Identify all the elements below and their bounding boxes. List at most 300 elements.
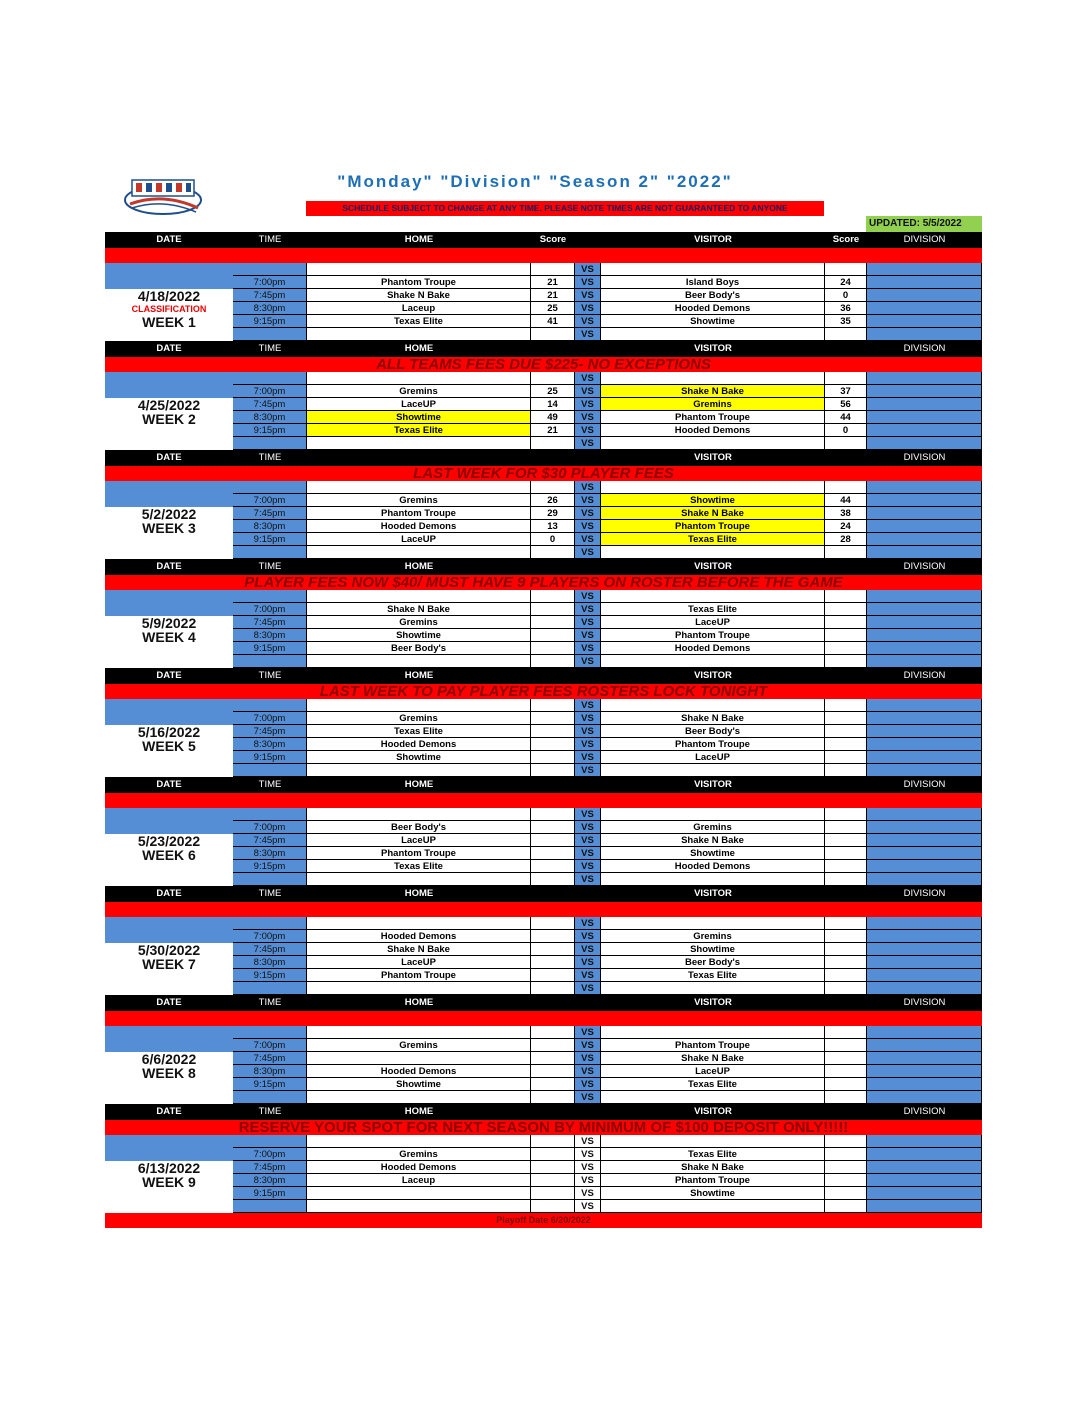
home-score (531, 1091, 575, 1104)
home-team (307, 1200, 531, 1213)
header-score (825, 559, 867, 575)
date-cell (105, 590, 233, 668)
notice-banner (105, 1011, 982, 1026)
vs-label: VS (575, 982, 601, 995)
game-row (233, 969, 982, 982)
visitor-team (601, 1026, 825, 1039)
home-team: Phantom Troupe (307, 847, 531, 860)
game-time: 9:15pm (233, 424, 307, 437)
date-cell-top (105, 481, 233, 507)
header-division: DIVISION (903, 452, 946, 463)
visitor-team: Gremins (601, 821, 825, 834)
visitor-score (825, 712, 867, 725)
home-team (307, 1052, 531, 1065)
header-vs (575, 232, 601, 248)
notice-banner: ALL TEAMS FEES DUE $225- NO EXCEPTIONS (105, 357, 982, 372)
date-label-group (105, 725, 233, 753)
visitor-score (825, 328, 867, 341)
division-cell (867, 481, 982, 494)
game-row (233, 1091, 982, 1104)
division-cell (867, 315, 982, 328)
game-time: 7:45pm (233, 398, 307, 411)
date-cell (105, 808, 233, 886)
home-score (531, 956, 575, 969)
division-cell (867, 1039, 982, 1052)
vs-label: VS (575, 481, 601, 494)
header-vs (575, 995, 601, 1011)
game-row (233, 302, 982, 315)
game-time: 8:30pm (233, 1065, 307, 1078)
header-date: DATE (156, 779, 182, 790)
vs-label: VS (575, 424, 601, 437)
visitor-team (601, 481, 825, 494)
home-team (307, 1135, 531, 1148)
vs-label: VS (575, 546, 601, 559)
game-row (233, 1200, 982, 1213)
game-row (233, 533, 982, 546)
visitor-team (601, 917, 825, 930)
game-date: 5/2/2022 (141, 506, 197, 522)
game-time: 9:15pm (233, 860, 307, 873)
game-time (233, 1200, 307, 1213)
game-time: 9:15pm (233, 1187, 307, 1200)
vs-label: VS (575, 328, 601, 341)
vs-label: VS (575, 603, 601, 616)
game-row (233, 725, 982, 738)
vs-label: VS (575, 494, 601, 507)
game-row (233, 289, 982, 302)
game-rows (233, 481, 982, 559)
header-score: Score (539, 234, 567, 245)
header-score (531, 668, 575, 684)
home-score (531, 481, 575, 494)
home-team: LaceUP (307, 834, 531, 847)
game-row (233, 385, 982, 398)
home-team: Texas Elite (307, 424, 531, 437)
visitor-team: Phantom Troupe (601, 520, 825, 533)
vs-label: VS (575, 847, 601, 860)
date-label-group (105, 616, 233, 644)
header-vs (575, 668, 601, 684)
vs-label: VS (575, 917, 601, 930)
date-label-group (105, 834, 233, 862)
header-score: Score (832, 234, 860, 245)
vs-label: VS (575, 821, 601, 834)
header-visitor: VISITOR (694, 343, 732, 354)
division-cell (867, 616, 982, 629)
game-time: 7:45pm (233, 289, 307, 302)
game-time: 8:30pm (233, 411, 307, 424)
home-score (531, 917, 575, 930)
division-cell (867, 699, 982, 712)
vs-label: VS (575, 1187, 601, 1200)
home-team: Beer Body's (307, 821, 531, 834)
header-division: DIVISION (903, 997, 946, 1008)
header-score (825, 777, 867, 793)
game-time (233, 1026, 307, 1039)
header-score (531, 777, 575, 793)
header-vs (575, 777, 601, 793)
visitor-score (825, 725, 867, 738)
division-cell (867, 1052, 982, 1065)
visitor-score: 56 (825, 398, 867, 411)
game-time: 8:30pm (233, 629, 307, 642)
header-date: DATE (156, 997, 182, 1008)
visitor-team: Beer Body's (601, 289, 825, 302)
visitor-team: Hooded Demons (601, 302, 825, 315)
game-time: 8:30pm (233, 520, 307, 533)
game-row (233, 642, 982, 655)
schedule-table (105, 232, 982, 1228)
visitor-team: Shake N Bake (601, 507, 825, 520)
game-time: 9:15pm (233, 642, 307, 655)
visitor-score (825, 821, 867, 834)
vs-label: VS (575, 1148, 601, 1161)
home-team: Showtime (307, 751, 531, 764)
visitor-team: Shake N Bake (601, 834, 825, 847)
game-date: 5/16/2022 (137, 724, 201, 740)
division-cell (867, 1135, 982, 1148)
home-team (307, 590, 531, 603)
game-time: 7:00pm (233, 276, 307, 289)
division-cell (867, 1065, 982, 1078)
visitor-score: 38 (825, 507, 867, 520)
home-score (531, 437, 575, 450)
home-team (307, 699, 531, 712)
header-vs (575, 559, 601, 575)
header-vs (575, 886, 601, 902)
vs-label: VS (575, 1026, 601, 1039)
visitor-team: Phantom Troupe (601, 629, 825, 642)
game-row (233, 590, 982, 603)
header-time: TIME (258, 670, 282, 681)
division-cell (867, 873, 982, 886)
game-time: 7:00pm (233, 603, 307, 616)
visitor-score (825, 982, 867, 995)
visitor-score (825, 481, 867, 494)
home-score: 21 (531, 289, 575, 302)
visitor-score (825, 847, 867, 860)
game-row (233, 372, 982, 385)
game-time (233, 437, 307, 450)
division-cell (867, 1174, 982, 1187)
header-score (825, 668, 867, 684)
game-row (233, 437, 982, 450)
week-label: WEEK 4 (142, 629, 196, 645)
vs-label: VS (575, 764, 601, 777)
home-score: 13 (531, 520, 575, 533)
home-score: 14 (531, 398, 575, 411)
vs-label: VS (575, 372, 601, 385)
vs-label: VS (575, 263, 601, 276)
game-row (233, 873, 982, 886)
home-team: Phantom Troupe (307, 276, 531, 289)
game-time (233, 263, 307, 276)
visitor-team (601, 1091, 825, 1104)
notice-banner: LAST WEEK TO PAY PLAYER FEES ROSTERS LOCK TONIGHT (105, 684, 982, 699)
vs-label: VS (575, 930, 601, 943)
game-row (233, 699, 982, 712)
visitor-team: Showtime (601, 1187, 825, 1200)
header-date: DATE (156, 561, 182, 572)
game-row (233, 1187, 982, 1200)
header-time: TIME (258, 888, 282, 899)
vs-label: VS (575, 969, 601, 982)
home-score (531, 699, 575, 712)
vs-label: VS (575, 1161, 601, 1174)
vs-label: VS (575, 629, 601, 642)
home-score (531, 328, 575, 341)
visitor-score (825, 751, 867, 764)
visitor-score (825, 1052, 867, 1065)
visitor-score (825, 1135, 867, 1148)
visitor-score (825, 1148, 867, 1161)
division-cell (867, 411, 982, 424)
visitor-team (601, 372, 825, 385)
date-cell (105, 699, 233, 777)
date-label-group (105, 289, 233, 329)
visitor-score: 0 (825, 424, 867, 437)
vs-label: VS (575, 1200, 601, 1213)
header-visitor: VISITOR (694, 234, 732, 245)
header-score (531, 1104, 575, 1120)
division-cell (867, 1091, 982, 1104)
game-row (233, 276, 982, 289)
visitor-team: Texas Elite (601, 1078, 825, 1091)
game-time (233, 590, 307, 603)
vs-label: VS (575, 315, 601, 328)
date-cell (105, 917, 233, 995)
header-division: DIVISION (903, 561, 946, 572)
home-score (531, 1161, 575, 1174)
division-cell (867, 398, 982, 411)
game-row (233, 616, 982, 629)
division-cell (867, 507, 982, 520)
home-score (531, 860, 575, 873)
home-team: Hooded Demons (307, 520, 531, 533)
home-team: Shake N Bake (307, 603, 531, 616)
header-time: TIME (258, 343, 282, 354)
header-home: HOME (404, 561, 434, 572)
game-time (233, 1135, 307, 1148)
home-score (531, 930, 575, 943)
date-cell-top (105, 263, 233, 289)
visitor-team (601, 764, 825, 777)
game-time: 7:00pm (233, 712, 307, 725)
game-time (233, 764, 307, 777)
home-score: 25 (531, 385, 575, 398)
game-row (233, 930, 982, 943)
home-score (531, 969, 575, 982)
home-score: 26 (531, 494, 575, 507)
game-row (233, 1161, 982, 1174)
home-score (531, 1148, 575, 1161)
date-cell (105, 263, 233, 341)
header-row (105, 668, 982, 684)
visitor-team (601, 328, 825, 341)
header-division: DIVISION (903, 1106, 946, 1117)
home-team (307, 263, 531, 276)
visitor-score (825, 546, 867, 559)
header-score (531, 341, 575, 357)
classification-label: CLASSIFICATION (131, 304, 207, 314)
game-date: 4/18/2022 (137, 288, 201, 304)
game-row (233, 712, 982, 725)
game-time: 8:30pm (233, 1174, 307, 1187)
visitor-score: 44 (825, 494, 867, 507)
vs-label: VS (575, 1135, 601, 1148)
week-label: WEEK 6 (142, 847, 196, 863)
visitor-team (601, 808, 825, 821)
division-cell (867, 276, 982, 289)
game-row (233, 398, 982, 411)
home-team: Laceup (307, 1174, 531, 1187)
week-label: WEEK 5 (142, 738, 196, 754)
division-cell (867, 263, 982, 276)
header-home: HOME (404, 779, 434, 790)
home-score: 29 (531, 507, 575, 520)
header-date: DATE (156, 343, 182, 354)
home-score (531, 1135, 575, 1148)
division-cell (867, 424, 982, 437)
header-home: HOME (404, 343, 434, 354)
header-division: DIVISION (903, 670, 946, 681)
header-row (105, 1104, 982, 1120)
visitor-team: Showtime (601, 315, 825, 328)
vs-label: VS (575, 590, 601, 603)
game-time (233, 1091, 307, 1104)
visitor-team: Hooded Demons (601, 424, 825, 437)
division-cell (867, 1200, 982, 1213)
visitor-score (825, 873, 867, 886)
header-score (825, 1104, 867, 1120)
visitor-team: Phantom Troupe (601, 1039, 825, 1052)
visitor-score (825, 642, 867, 655)
game-row (233, 328, 982, 341)
home-team: Shake N Bake (307, 289, 531, 302)
visitor-team: Hooded Demons (601, 860, 825, 873)
header-home: HOME (404, 234, 434, 245)
game-row (233, 982, 982, 995)
vs-label: VS (575, 873, 601, 886)
visitor-team: Phantom Troupe (601, 1174, 825, 1187)
week-block (105, 917, 982, 995)
game-row (233, 1065, 982, 1078)
visitor-score (825, 943, 867, 956)
home-score (531, 1187, 575, 1200)
home-team: Gremins (307, 1039, 531, 1052)
vs-label: VS (575, 507, 601, 520)
game-rows (233, 808, 982, 886)
game-row (233, 847, 982, 860)
playoff-footer: Playoff Date 6/20/2022 (105, 1213, 982, 1228)
vs-label: VS (575, 860, 601, 873)
visitor-score (825, 969, 867, 982)
game-row (233, 411, 982, 424)
home-team: Texas Elite (307, 860, 531, 873)
game-time: 7:45pm (233, 834, 307, 847)
game-row (233, 1026, 982, 1039)
date-cell-top (105, 1135, 233, 1161)
visitor-score: 24 (825, 276, 867, 289)
vs-label: VS (575, 699, 601, 712)
week-block (105, 372, 982, 450)
vs-label: VS (575, 398, 601, 411)
visitor-score: 28 (825, 533, 867, 546)
home-score (531, 725, 575, 738)
visitor-score: 0 (825, 289, 867, 302)
visitor-score (825, 738, 867, 751)
home-score: 25 (531, 302, 575, 315)
visitor-score: 24 (825, 520, 867, 533)
header-home: HOME (404, 997, 434, 1008)
home-score (531, 1078, 575, 1091)
home-score (531, 655, 575, 668)
game-date: 5/23/2022 (137, 833, 201, 849)
home-team: Beer Body's (307, 642, 531, 655)
visitor-score (825, 603, 867, 616)
game-rows (233, 699, 982, 777)
visitor-score (825, 860, 867, 873)
home-score (531, 808, 575, 821)
visitor-score (825, 1200, 867, 1213)
date-cell-top (105, 917, 233, 943)
visitor-team: Showtime (601, 943, 825, 956)
visitor-score: 35 (825, 315, 867, 328)
home-score: 49 (531, 411, 575, 424)
home-score (531, 821, 575, 834)
visitor-team: Texas Elite (601, 969, 825, 982)
notice-banner (105, 902, 982, 917)
date-cell (105, 372, 233, 450)
visitor-score (825, 655, 867, 668)
vs-label: VS (575, 1065, 601, 1078)
header-row (105, 450, 982, 466)
game-time (233, 655, 307, 668)
game-row (233, 494, 982, 507)
home-score (531, 642, 575, 655)
division-cell (867, 1161, 982, 1174)
home-team (307, 372, 531, 385)
schedule-notice: SCHEDULE SUBJECT TO CHANGE AT ANY TIME. PLEASE NOTE TIMES ARE NOT GUARANTEED TO ANYONE (306, 201, 824, 216)
date-label-group (105, 507, 233, 535)
game-date: 5/30/2022 (137, 942, 201, 958)
header-division: DIVISION (903, 343, 946, 354)
date-cell-top (105, 808, 233, 834)
game-time: 9:15pm (233, 1078, 307, 1091)
game-time: 7:45pm (233, 1052, 307, 1065)
week-block (105, 1135, 982, 1213)
week-block (105, 481, 982, 559)
header-score (825, 450, 867, 466)
game-time: 7:00pm (233, 821, 307, 834)
game-row (233, 956, 982, 969)
game-time: 7:45pm (233, 1161, 307, 1174)
division-cell (867, 930, 982, 943)
visitor-team: Shake N Bake (601, 1161, 825, 1174)
home-team: Phantom Troupe (307, 969, 531, 982)
header-row (105, 886, 982, 902)
header-score (531, 886, 575, 902)
division-cell (867, 982, 982, 995)
game-rows (233, 263, 982, 341)
header-score (825, 341, 867, 357)
game-row (233, 507, 982, 520)
game-row (233, 1148, 982, 1161)
vs-label: VS (575, 520, 601, 533)
visitor-score (825, 1078, 867, 1091)
game-date: 6/6/2022 (141, 1051, 197, 1067)
